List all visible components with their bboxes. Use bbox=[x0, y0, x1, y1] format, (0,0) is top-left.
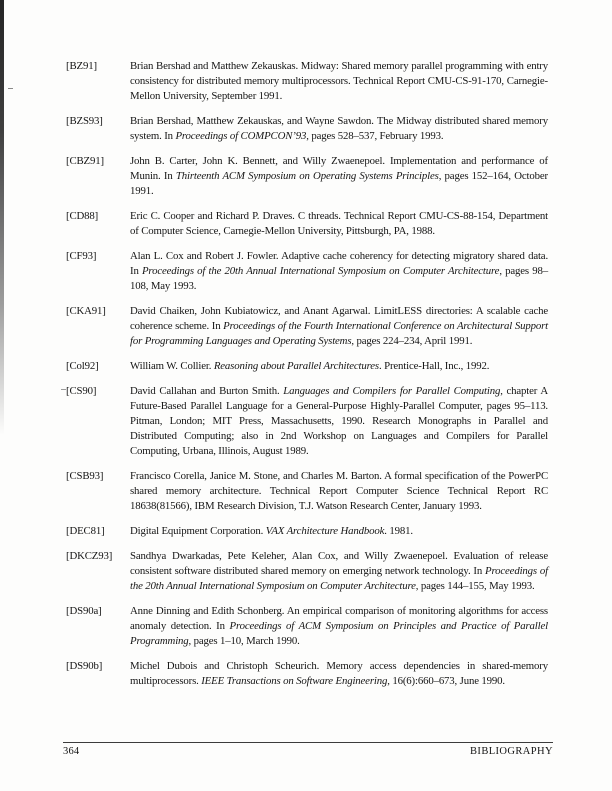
bibliography-entry bbox=[66, 59, 548, 104]
citation-text-segment: Michel Dubois and Christoph Scheurich. Memory access dependencies in shared-memory multiprocessors. bbox=[130, 660, 548, 687]
citation-venue-italic: Languages and Compilers for Parallel Computing bbox=[283, 385, 501, 397]
citation-venue-italic: IEEE Transactions on Software Engineering bbox=[201, 675, 388, 687]
bibliography-entry bbox=[66, 249, 548, 294]
citation-text bbox=[130, 304, 548, 349]
footer-section-title: BIBLIOGRAPHY bbox=[470, 746, 553, 757]
citation-text bbox=[130, 659, 548, 689]
citation-venue-italic: Thirteenth ACM Symposium on Operating Systems Principles bbox=[175, 170, 439, 182]
bibliography-entry bbox=[66, 114, 548, 144]
citation-text bbox=[130, 604, 548, 649]
citation-key: [DEC81] bbox=[66, 525, 105, 537]
citation-text-segment: William W. Collier. bbox=[130, 360, 214, 372]
citation-text bbox=[130, 154, 548, 199]
citation-text-segment: , pages 152–164, October 1991. bbox=[130, 170, 548, 197]
bibliography-entry bbox=[66, 524, 548, 539]
citation-key: [BZ91] bbox=[66, 60, 97, 72]
citation-venue-italic: Proceedings of the 20th Annual International Symposium on Computer Architecture bbox=[141, 265, 500, 277]
citation-text-segment: Sandhya Dwarkadas, Pete Keleher, Alan Cox, and Willy Zwaenepoel. Evaluation of release consistent software distributed shared memory on emerging network technology. In bbox=[130, 550, 548, 577]
citation-text-segment: , pages 144–155, May 1993. bbox=[415, 580, 535, 592]
bibliography-list bbox=[66, 59, 548, 699]
citation-text-segment: Digital Equipment Corporation. bbox=[130, 525, 266, 537]
citation-venue-italic: Proceedings of ACM Symposium on Principles and Practice of Parallel Programming bbox=[130, 620, 548, 647]
citation-venue-italic: Reasoning about Parallel Architectures bbox=[213, 360, 379, 372]
citation-text-segment: , pages 528–537, February 1993. bbox=[306, 130, 444, 142]
citation-text-segment: David Chaiken, John Kubiatowicz, and Anant Agarwal. LimitLESS directories: A scalable cache coherence scheme. In bbox=[130, 305, 548, 332]
citation-text-segment: , pages 224–234, April 1991. bbox=[351, 335, 473, 347]
bibliography-entry bbox=[66, 549, 548, 594]
bibliography-entry bbox=[66, 604, 548, 649]
page-footer bbox=[63, 742, 553, 758]
bibliography-entry bbox=[66, 384, 548, 459]
citation-text-segment: Brian Bershad, Matthew Zekauskas, and Wayne Sawdon. The Midway distributed shared memory system. In bbox=[130, 115, 548, 142]
citation-key: [CS90] bbox=[66, 385, 97, 397]
citation-text bbox=[130, 114, 548, 144]
page-number: 364 bbox=[63, 746, 80, 757]
citation-text-segment: , 16(6):660–673, June 1990. bbox=[387, 675, 505, 687]
citation-key: [CBZ91] bbox=[66, 155, 104, 167]
citation-text bbox=[130, 384, 548, 459]
citation-venue-italic: VAX Architecture Handbook bbox=[265, 525, 385, 537]
citation-key: [CSB93] bbox=[66, 470, 104, 482]
citation-text bbox=[130, 59, 548, 104]
citation-text bbox=[130, 524, 548, 539]
bibliography-entry bbox=[66, 469, 548, 514]
citation-key: [CF93] bbox=[66, 250, 97, 262]
bibliography-entry bbox=[66, 659, 548, 689]
citation-text-segment: Francisco Corella, Janice M. Stone, and Charles M. Barton. A formal specification of the PowerPC shared memory architecture. Technical Report Computer Science Technical Report RC 18638(81566), IBM Research Division, T.J. Watson Research Center, January 1993. bbox=[130, 470, 548, 512]
citation-key: [CD88] bbox=[66, 210, 99, 222]
citation-text-segment: John B. Carter, John K. Bennett, and Willy Zwaenepoel. Implementation and performance of Munin. In bbox=[130, 155, 548, 182]
citation-text bbox=[130, 469, 548, 514]
citation-text-segment: Anne Dinning and Edith Schonberg. An empirical comparison of monitoring algorithms for access anomaly detection. In bbox=[130, 605, 548, 632]
citation-text bbox=[130, 359, 548, 374]
citation-venue-italic: Proceedings of the 20th Annual International Symposium on Computer Architecture bbox=[130, 565, 548, 592]
citation-text bbox=[130, 249, 548, 294]
citation-text-segment: , chapter A Future-Based Parallel Language for a General-Purpose Highly-Parallel Computer, pages 95–113. Pitman, London; MIT Press, Massachusetts, 1990. Research Monographs in Parallel and Distributed Computing; also in 2nd Workshop on Languages and Compilers for Parallel Computing, Urbana, Illinois, August 1989. bbox=[130, 385, 548, 457]
citation-text-segment: . 1981. bbox=[384, 525, 413, 537]
citation-key: [BZS93] bbox=[66, 115, 103, 127]
citation-text-segment: . Prentice-Hall, Inc., 1992. bbox=[378, 360, 490, 372]
citation-key: [DS90b] bbox=[66, 660, 103, 672]
bibliography-entry bbox=[66, 154, 548, 199]
citation-text bbox=[130, 209, 548, 239]
citation-text-segment: , pages 1–10, March 1990. bbox=[188, 635, 300, 647]
citation-key: [Col92] bbox=[66, 360, 99, 372]
citation-venue-italic: Proceedings of COMPCON’93 bbox=[175, 130, 307, 142]
bibliography-entry bbox=[66, 304, 548, 349]
citation-text-segment: Alan L. Cox and Robert J. Fowler. Adaptive cache coherency for detecting migratory shared data. In bbox=[130, 250, 548, 277]
citation-text-segment: Eric C. Cooper and Richard P. Draves. C threads. Technical Report CMU-CS-88-154, Department of Computer Science, Carnegie-Mellon University, Pittsburgh, PA, 1988. bbox=[130, 210, 548, 237]
citation-key: [DKCZ93] bbox=[66, 550, 113, 562]
citation-text bbox=[130, 549, 548, 594]
citation-key: [DS90a] bbox=[66, 605, 102, 617]
citation-text-segment: David Callahan and Burton Smith. bbox=[130, 385, 284, 397]
scan-artifact-left-edge bbox=[0, 0, 4, 435]
citation-text-segment: Brian Bershad and Matthew Zekauskas. Midway: Shared memory parallel programming with entry consistency for distributed memory multiprocessors. Technical Report CMU-CS-91-170, Carnegie-Mellon University, September 1991. bbox=[130, 60, 548, 102]
citation-key: [CKA91] bbox=[66, 305, 106, 317]
bibliography-entry bbox=[66, 209, 548, 239]
scan-artifact-dash bbox=[8, 88, 13, 89]
citation-text-segment: , pages 98–108, May 1993. bbox=[130, 265, 548, 292]
bibliography-entry bbox=[66, 359, 548, 374]
citation-venue-italic: Proceedings of the Fourth International Conference on Architectural Support for Programming Languages and Operating Systems bbox=[130, 320, 548, 347]
